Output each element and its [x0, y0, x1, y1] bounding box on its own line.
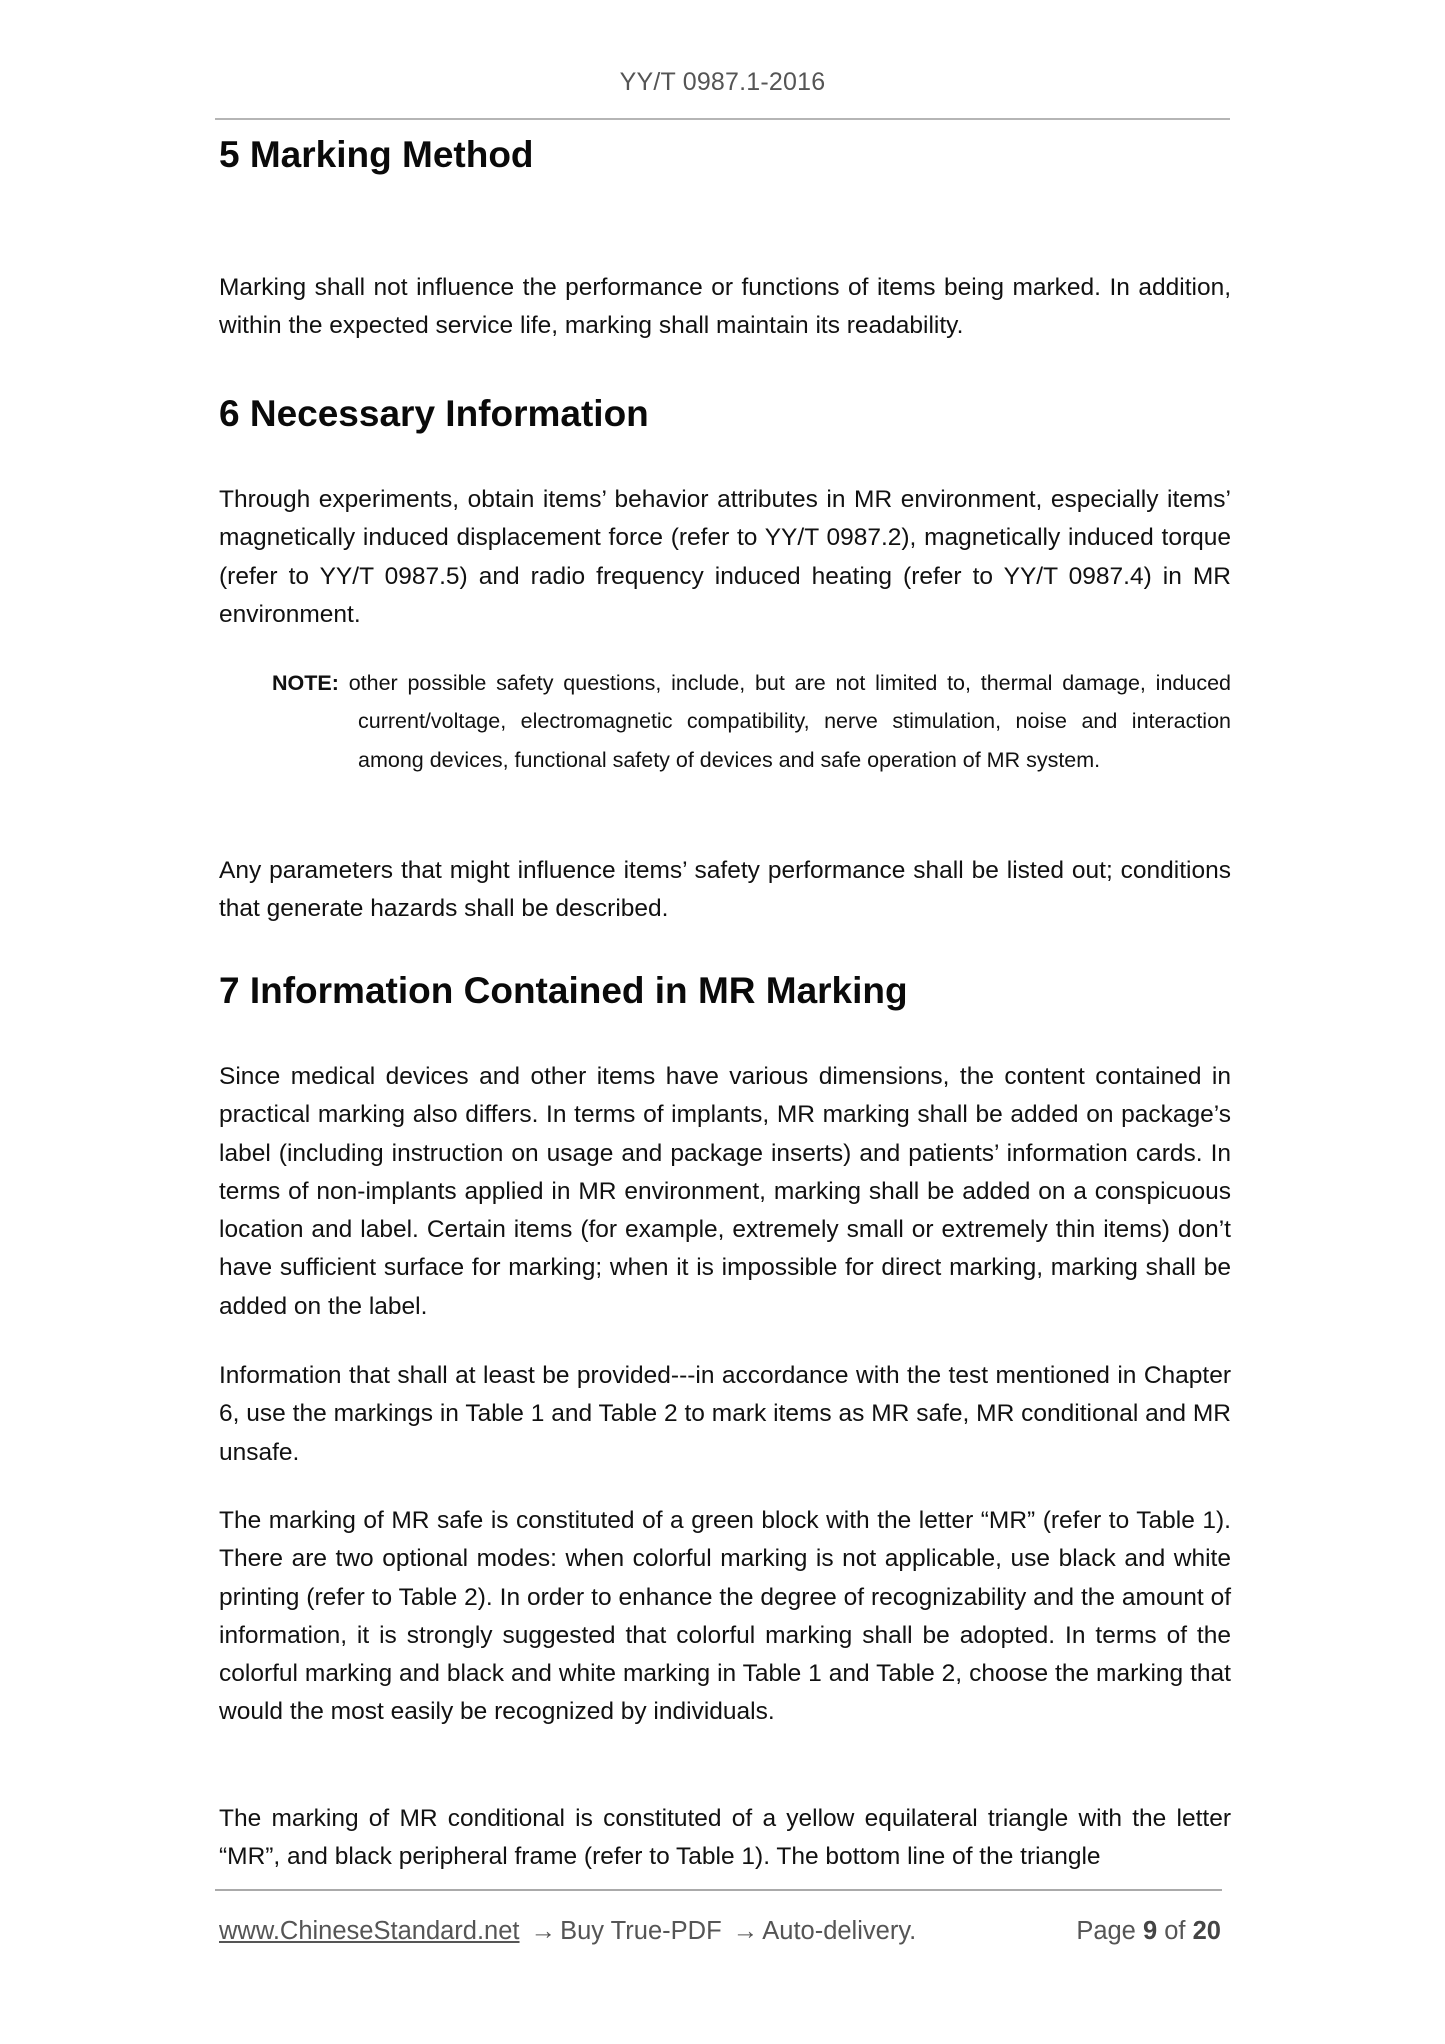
section-7-paragraph-2: Information that shall at least be provided---in accordance with the test mentioned in Chapter 6, use the markings in Table 1 and Table 2 to mark items as MR safe, MR conditional and MR unsafe.	[219, 1362, 1231, 1466]
section-7-paragraph-1: Since medical devices and other items have various dimensions, the content contained in practical marking also differs. In terms of implants, MR marking shall be added on package’s label (including instruction on usage and package inserts) and patients’ information cards. In terms of non-implants applied in MR environment, marking shall be added on a conspicuous location and label. Certain items (for example, extremely small or extremely thin items) don’t have sufficient surface for marking; when it is impossible for direct marking, marking shall be added on the label.	[219, 1063, 1231, 1320]
section-6-heading: 6 Necessary Information	[219, 393, 649, 434]
section-7-heading: 7 Information Contained in MR Marking	[219, 970, 908, 1011]
section-7-paragraph-4: The marking of MR conditional is constituted of a yellow equilateral triangle with the letter “MR”, and black peripheral frame (refer to Table 1). The bottom line of the triangle	[219, 1805, 1231, 1871]
note-text: other possible safety questions, include, but are not limited to, thermal damage, induced current/voltage, electromagnetic compatibility, nerve stimulation, noise and interaction among devices, functional safety of devices and safe operation of MR system.	[348, 671, 1231, 772]
page-indicator	[1076, 1917, 1221, 1946]
section-5-paragraph-1: Marking shall not influence the performance or functions of items being marked. In addition, within the expected service life, marking shall maintain its readability.	[219, 274, 1231, 340]
footer-promo	[219, 1917, 916, 1946]
section-7-paragraph-3: The marking of MR safe is constituted of a green block with the letter “MR” (refer to Table 1). There are two optional modes: when colorful marking is not applicable, use black and white printing (refer to Table 2). In order to enhance the degree of recognizability and the amount of information, it is strongly suggested that colorful marking shall be adopted. In terms of the colorful marking and black and white marking in Table 1 and Table 2, choose the marking that would the most easily be recognized by individuals.	[219, 1507, 1231, 1726]
arrow-right-icon: →	[530, 1917, 557, 1945]
section-6-paragraph-2: Any parameters that might influence items’ safety performance shall be listed out; conditions that generate hazards shall be described.	[219, 857, 1231, 923]
page-label: Page	[1076, 1917, 1136, 1945]
buy-true-pdf-text: Buy True-PDF	[560, 1917, 722, 1945]
website-link[interactable]: www.ChineseStandard.net	[219, 1917, 520, 1945]
arrow-right-icon: →	[732, 1917, 759, 1945]
footer-divider	[215, 1889, 1222, 1891]
section-6-note	[272, 664, 1231, 779]
section-5-heading: 5 Marking Method	[219, 134, 534, 175]
of-label: of	[1164, 1917, 1186, 1945]
total-pages: 20	[1192, 1917, 1221, 1945]
section-6-paragraph-1: Through experiments, obtain items’ behavior attributes in MR environment, especially items’ magnetically induced displacement force (refer to YY/T 0987.2), magnetically induced torque (refer to YY/T 0987.5) and radio frequency induced heating (refer to YY/T 0987.4) in MR environment.	[219, 486, 1231, 628]
note-label: NOTE:	[272, 671, 339, 695]
auto-delivery-text: Auto-delivery.	[762, 1917, 917, 1945]
document-id-header: YY/T 0987.1-2016	[619, 68, 826, 96]
current-page-number: 9	[1142, 1917, 1158, 1945]
header-divider	[215, 118, 1230, 120]
